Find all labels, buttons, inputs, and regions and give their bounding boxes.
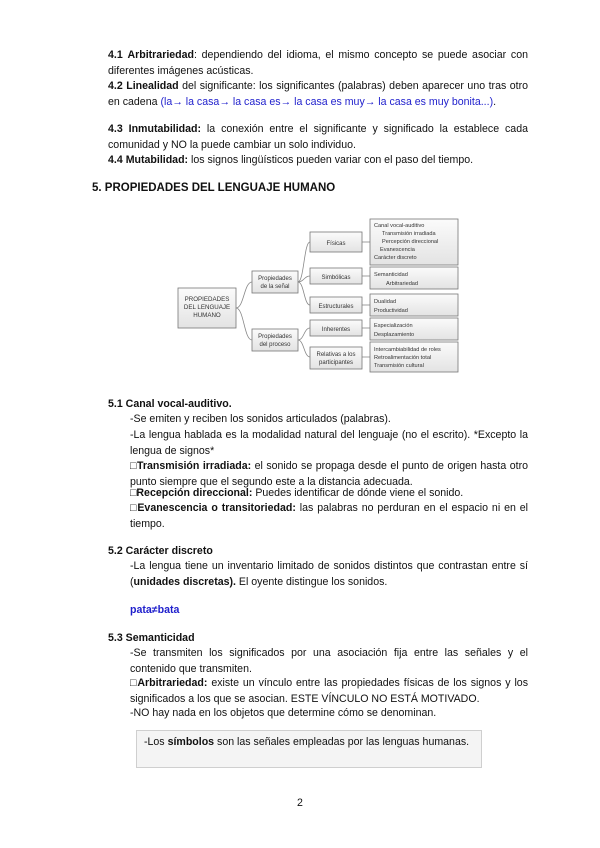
svg-text:Relativas a los: Relativas a los <box>316 352 356 358</box>
s51-line-2: -La lengua hablada es la modalidad natural del lenguaje (no el escrito). *Excepto la lengua de signos* <box>130 429 528 457</box>
term-evanescencia: Evanescencia o transitoriedad: <box>137 502 296 514</box>
svg-text:del proceso: del proceso <box>259 342 291 348</box>
paragraph-4-1 <box>108 48 528 79</box>
term-simbolos: símbolos <box>167 736 215 748</box>
term-unidades-discretas: unidades discretas). <box>133 575 236 588</box>
svg-text:Inherentes: Inherentes <box>321 327 351 333</box>
paragraph-4-2 <box>108 79 528 110</box>
item-text-end: . <box>493 95 497 108</box>
s53-line-1: -Se transmiten los significados por una asociación fija entre las señales y el contenido que transmiten. <box>130 647 528 675</box>
section-5-2-title: 5.2 Carácter discreto <box>108 545 213 557</box>
diagram-node-estructurales <box>310 297 362 313</box>
diagram-list-estructurales <box>370 294 458 316</box>
svg-text:participantes: participantes <box>318 360 354 366</box>
s51-line-1: -Se emiten y reciben los sonidos articulados (palabras). <box>130 413 391 425</box>
item-number: 4.3 <box>108 123 123 135</box>
svg-text:DEL LENGUAJE: DEL LENGUAJE <box>183 304 231 311</box>
diagram-list-inherentes <box>370 318 458 340</box>
diagram-node-inherentes <box>310 320 362 336</box>
svg-text:Productividad: Productividad <box>374 308 408 314</box>
term-mutabilidad: Mutabilidad: <box>125 154 189 166</box>
item-text: : dependiendo del idioma, el mismo concepto se puede asociar con diferentes imágenes acústicas. <box>108 49 529 77</box>
term-inmutabilidad: Inmutabilidad: <box>128 123 202 135</box>
bullet-box: □ <box>130 487 137 499</box>
diagram-node-relativas <box>310 347 362 369</box>
symbols-note: -Los símbolos son las señales empleadas por las lenguas humanas. <box>144 736 470 748</box>
svg-text:Especialización: Especialización <box>374 323 413 329</box>
s53-bullet-arbitrariedad: □Arbitrariedad: existe un vínculo entre las propiedades físicas de los signos y los significados a los que se asocian. ESTE VÍNCULO NO ESTÁ MOTIVADO. <box>130 677 528 705</box>
bullet-box: □ <box>130 460 137 472</box>
svg-text:Dualidad: Dualidad <box>374 299 397 305</box>
diagram-list-simbolicas <box>370 267 458 289</box>
s52-line-1: -La lengua tiene un inventario limitado de sonidos distintos que contrastan entre sí (unidades discretas). El oyente distingue los sonidos. <box>130 560 528 588</box>
s53-line-2: -NO hay nada en los objetos que determine cómo se denominan. <box>130 707 437 719</box>
svg-text:Propiedades: Propiedades <box>258 334 292 340</box>
diagram-list-fisicas <box>370 219 458 265</box>
diagram-node-proceso <box>252 329 298 351</box>
item-number: 4.1 <box>108 49 123 61</box>
paragraph-4-3 <box>108 122 528 153</box>
linealidad-example: (la→ la casa→ la casa es→ la casa es muy→ la casa es muy bonita...) <box>160 95 494 108</box>
term-transmision-irradiada: Transmisión irradiada: <box>136 460 252 472</box>
diagram-list-relativas <box>370 342 458 372</box>
item-text: los signos lingüísticos pueden variar con el paso del tiempo. <box>188 154 474 166</box>
svg-text:HUMANO: HUMANO <box>193 312 221 319</box>
paragraph-4-4 <box>108 153 528 169</box>
svg-text:Propiedades: Propiedades <box>258 276 292 282</box>
svg-text:de la señal: de la señal <box>260 284 290 290</box>
svg-text:Percepción direccional: Percepción direccional <box>382 239 439 245</box>
diagram-node-fisicas <box>310 232 362 252</box>
svg-text:PROPIEDADES: PROPIEDADES <box>184 296 230 303</box>
term-arbitrariedad: Arbitrariedad <box>127 49 194 61</box>
item-number: 4.4 <box>108 154 123 166</box>
term-recepcion-direccional: Recepción direccional: <box>136 487 253 499</box>
section-5-1-title: 5.1 Canal vocal-auditivo. <box>108 398 232 410</box>
section-5-3-title: 5.3 Semanticidad <box>108 632 195 644</box>
s51-bullet-transmision: □Transmisión irradiada: el sonido se propaga desde el punto de origen hasta otro punto siempre que el segundo este a la distancia adecuada. <box>130 460 529 488</box>
svg-text:Arbitrariedad: Arbitrariedad <box>386 281 419 287</box>
svg-text:Canal vocal-auditivo: Canal vocal-auditivo <box>374 223 425 229</box>
svg-text:Transmisión irradiada: Transmisión irradiada <box>382 231 436 237</box>
svg-text:Físicas: Físicas <box>326 241 346 247</box>
item-text: del significante: los significantes (palabras) deben aparecer uno tras otro en cadena <box>108 80 528 108</box>
svg-text:Intercambiabilidad de roles: Intercambiabilidad de roles <box>374 347 441 353</box>
svg-text:Semanticidad: Semanticidad <box>374 272 408 278</box>
s51-bullet-evanescencia: □Evanescencia o transitoriedad: las palabras no perduran en el espacio ni en el tiempo. <box>130 502 528 530</box>
svg-text:Transmisión cultural: Transmisión cultural <box>374 363 424 369</box>
section-5-heading: 5. PROPIEDADES DEL LENGUAJE HUMANO <box>92 182 336 194</box>
page-number: 2 <box>297 797 303 809</box>
properties-diagram <box>176 214 466 374</box>
diagram-node-senal <box>252 271 298 293</box>
diagram-root-node <box>178 288 236 328</box>
svg-text:Simbólicas: Simbólicas <box>321 275 351 281</box>
term-arbitrariedad: Arbitrariedad: <box>137 677 208 689</box>
svg-text:Carácter discreto: Carácter discreto <box>374 255 417 261</box>
svg-text:Estructurales: Estructurales <box>318 304 354 310</box>
svg-text:Retroalimentación total: Retroalimentación total <box>374 355 432 361</box>
item-text: la conexión entre el significante y significado la establece cada comunidad y NO la puede cambiar un solo individuo. <box>108 123 528 151</box>
s52-example: pata≠bata <box>130 604 180 616</box>
bullet-box: □ <box>130 502 138 514</box>
s51-bullet-recepcion: □Recepción direccional: Puedes identificar de dónde viene el sonido. <box>130 487 464 499</box>
svg-text:Evanescencia: Evanescencia <box>380 247 415 253</box>
term-linealidad: Linealidad <box>126 80 179 92</box>
bullet-box: □ <box>130 677 138 689</box>
svg-text:Desplazamiento: Desplazamiento <box>374 332 415 338</box>
item-number: 4.2 <box>108 80 123 92</box>
diagram-node-simbolicas <box>310 268 362 284</box>
